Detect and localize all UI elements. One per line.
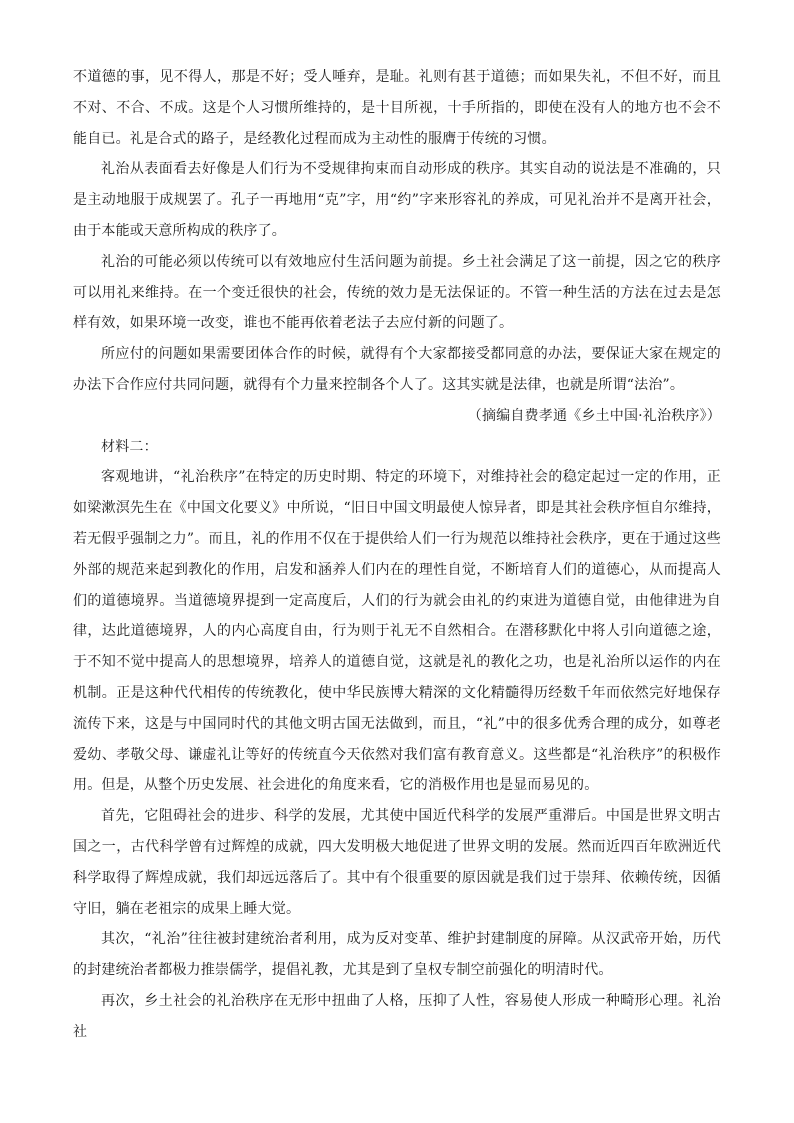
material-two-paragraph-4: 再次，乡土社会的礼治秩序在无形中扭曲了人格，压抑了人性，容易使人形成一种畸形心理。礼治社 [73, 992, 721, 1040]
document-body [73, 62, 721, 1048]
material-two-paragraph-2: 首先，它阻碍社会的进步、科学的发展，尤其使中国近代科学的发展严重滞后。中国是世界文明古国之一，古代科学曾有过辉煌的成就，四大发明极大地促进了世界文明的发展。然而近四百年欧洲近代科学取得了辉煌成就，我们却远远落后了。其中有个很重要的原因就是我们过于崇拜、依赖传统，因循守旧，躺在老祖宗的成果上睡大觉。 [73, 808, 721, 917]
paragraph-1: 不道德的事，见不得人，那是不好；受人唾弃，是耻。礼则有甚于道德；而如果失礼，不但不好，而且不对、不合、不成。这是个人习惯所维持的，是十目所视，十手所指的，即使在没有人的地方也不会不能自已。礼是合式的路子，是经教化过程而成为主动性的服膺于传统的习惯。 [73, 69, 721, 147]
material-two-paragraph-1: 客观地讲，“礼治秩序”在特定的历史时期、特定的环境下，对维持社会的稳定起过一定的作用，正如梁漱溟先生在《中国文化要义》中所说，“旧日中国文明最使人惊异者，即是其社会秩序恒自尔维持，若无假乎强制之力”。而且，礼的作用不仅在于提供给人们一行为规范以维持社会秩序，更在于通过这些外部的规范来起到教化的作用，启发和涵养人们内在的理性自觉，不断培育人们的道德心，从而提高人们的道德境界。当道德境界提到一定高度后，人们的行为就会由礼的约束进为道德自觉，由他律进为自律，达此道德境界，人的内心高度自由，行为则于礼无不自然相合。在潜移默化中将人引向道德之途，于不知不觉中提高人的思想境界，培养人的道德自觉，这就是礼的教化之功，也是礼治所以运作的内在机制。正是这种代代相传的传统教化，使中华民族博大精深的文化精髓得历经数千年而依然完好地保存流传下来，这是与中国同时代的其他文明古国无法做到，而且，“礼”中的很多优秀合理的成分，如尊老爱幼、孝敬父母、谦虚礼让等好的传统直今天依然对我们富有教育意义。这些都是“礼治秩序”的积极作用。但是，从整个历史发展、社会进化的角度来看，它的消极作用也是显而易见的。 [73, 469, 721, 794]
paragraph-3: 礼治的可能必须以传统可以有效地应付生活问题为前提。乡土社会满足了这一前提，因之它的秩序可以用礼来维持。在一个变迁很快的社会，传统的效力是无法保证的。不管一种生活的方法在过去是怎样有效，如果环境一改变，谁也不能再依着老法子去应付新的问题了。 [73, 253, 721, 332]
paragraph-4: 所应付的问题如果需要团体合作的时候，就得有个大家都接受都同意的办法，要保证大家在规定的办法下合作应付共同问题，就得有个力量来控制各个人了。这其实就是法律，也就是所谓“法治”。 [73, 346, 721, 393]
material-two-paragraph-3: 其次，“礼治”往往被封建统治者利用，成为反对变革、维护封建制度的屏障。从汉武帝开始，历代的封建统治者都极力推崇儒学，提倡礼教，尤其是到了皇权专制空前强化的明清时代。 [73, 931, 721, 979]
material-two-heading: 材料二： [101, 438, 158, 455]
paragraph-2: 礼治从表面看去好像是人们行为不受规律拘束而自动形成的秩序。其实自动的说法是不准确的，只是主动地服于成规罢了。孔子一再地用“克”字，用“约”字来形容礼的养成，可见礼治并不是离开社会，由于本能或天意所构成的秩序了。 [73, 161, 721, 239]
source-citation: （摘编自费孝通《乡土中国·礼治秩序》） [467, 407, 721, 424]
